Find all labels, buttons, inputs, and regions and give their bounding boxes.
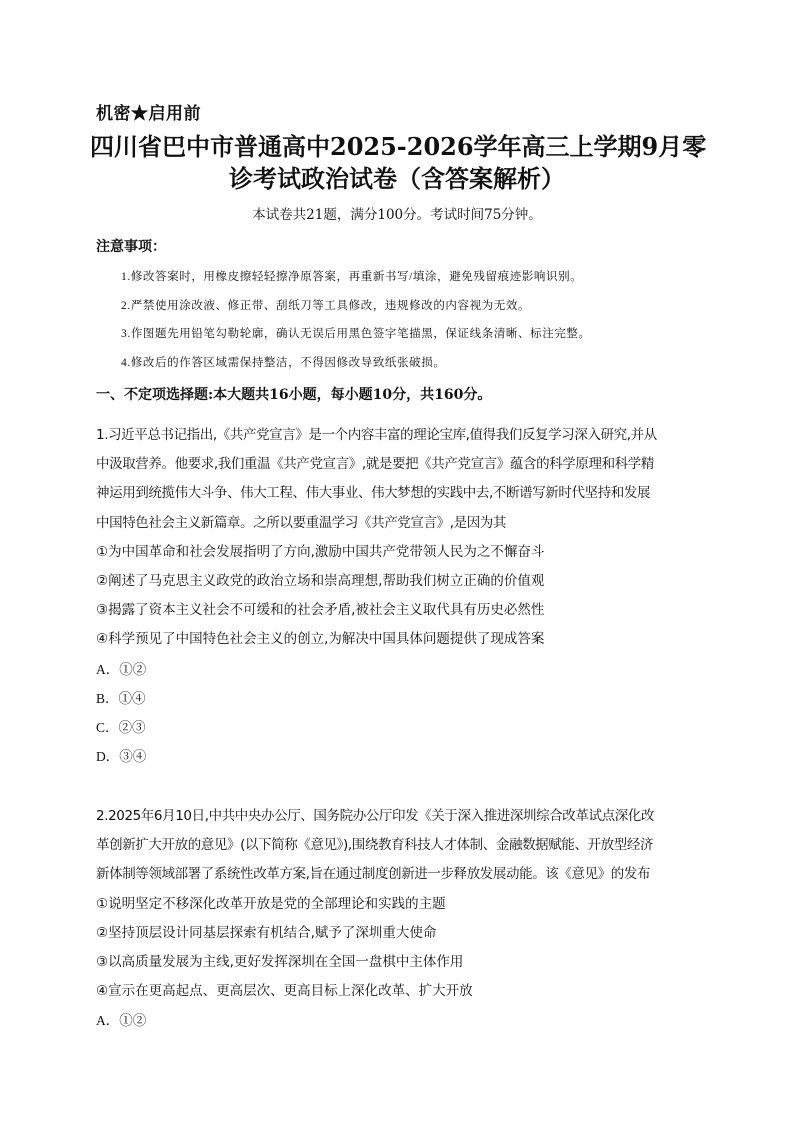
section-heading: 一、不定项选择题:本大题共16小题，每小题10分，共160分。 [96, 387, 492, 403]
question-2 [96, 802, 702, 1036]
exam-subtitle: 本试卷共21题，满分100分。考试时间75分钟。 [252, 207, 542, 223]
answer-choice: A．①② [96, 661, 147, 677]
question-statement: ④宣示在更高起点、更高层次、更高目标上深化改革、扩大开放 [96, 983, 473, 1000]
question-stem-line: 神运用到统揽伟大斗争、伟大工程、伟大事业、伟大梦想的实践中去,不断谱写新时代坚持和发展 [96, 485, 651, 502]
question-statement: ③揭露了资本主义社会不可缓和的社会矛盾,被社会主义取代具有历史必然性 [96, 602, 545, 619]
question-statement: ①为中国革命和社会发展指明了方向,激励中国共产党带领人民为之不懈奋斗 [96, 543, 545, 560]
question-stem-line: 中国特色社会主义新篇章。之所以要重温学习《共产党宣言》,是因为其 [96, 514, 506, 531]
exam-title-line-2: 诊考试政治试卷（含答案解析） [229, 164, 565, 193]
question-stem-line: 中汲取营养。他要求,我们重温《共产党宣言》,就是要把《共产党宣言》蕴含的科学原理和科学精 [96, 456, 654, 473]
note-item: 4.修改后的作答区域需保持整洁，不得因修改导致纸张破损。 [121, 356, 446, 369]
question-statement: ①说明坚定不移深化改革开放是党的全部理论和实践的主题 [96, 895, 446, 912]
question-stem-line: 革创新扩大开放的意见》(以下简称《意见》),围绕教育科技人才体制、金融数据赋能、开放型经济 [96, 837, 654, 854]
note-item: 1.修改答案时，用橡皮擦轻轻擦净原答案，再重新书写/填涂，避免残留痕迹影响识别。 [121, 271, 583, 283]
question-stem-line: 2.2025年6月10日,中共中央办公厅、国务院办公厅印发《关于深入推进深圳综合改革试点深化改 [96, 808, 654, 824]
answer-choice: C．②③ [96, 719, 146, 735]
question-statement: ③以高质量发展为主线,更好发挥深圳在全国一盘棋中主体作用 [96, 953, 464, 970]
question-stem-line: 1.习近平总书记指出,《共产党宣言》是一个内容丰富的理论宝库,值得我们反复学习深入研究,并从 [96, 427, 657, 443]
question-statement: ②坚持顶层设计同基层探索有机结合,赋予了深圳重大使命 [96, 924, 437, 941]
answer-choice: B．①④ [96, 690, 146, 706]
notes-list [121, 263, 721, 377]
question-1 [96, 421, 702, 771]
note-item: 3.作图题先用铅笔勾勒轮廓，确认无误后用黑色签字笔描黑，保证线条清晰、标注完整。 [121, 328, 591, 340]
exam-title-line-1: 四川省巴中市普通高中2025-2026学年高三上学期9月零 [90, 132, 707, 161]
question-statement: ④科学预见了中国特色社会主义的创立,为解决中国具体问题提供了现成答案 [96, 631, 545, 648]
note-item: 2.严禁使用涂改液、修正带、刮纸刀等工具修改，违规修改的内容视为无效。 [121, 299, 531, 312]
answer-choice: D．③④ [96, 749, 147, 765]
answer-choice: A．①② [96, 1013, 147, 1029]
question-statement: ②阐述了马克思主义政党的政治立场和崇高理想,帮助我们树立正确的价值观 [96, 572, 545, 589]
question-stem-line: 新体制等领域部署了系统性改革方案,旨在通过制度创新进一步释放发展动能。该《意见》的发布 [96, 866, 651, 883]
confidential-label: 机密★启用前 [96, 104, 201, 124]
notes-heading: 注意事项： [96, 239, 166, 255]
